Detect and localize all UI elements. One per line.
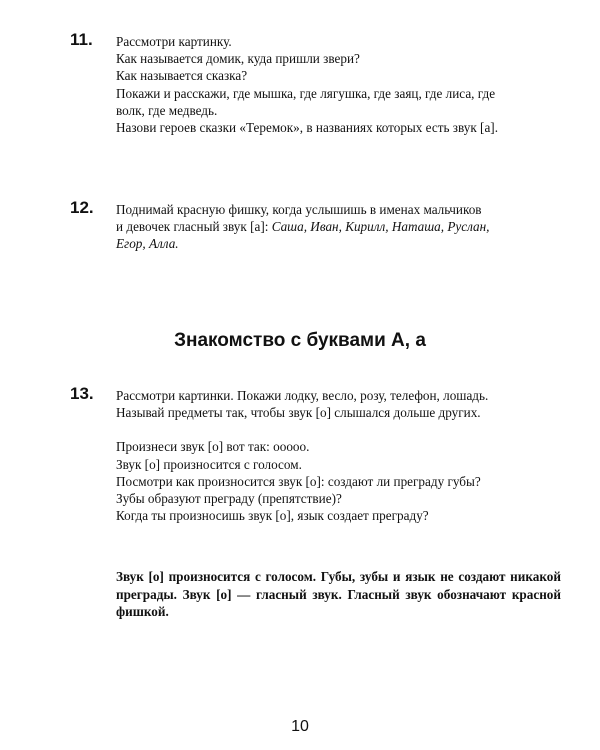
exercise-number: 12. [70, 198, 94, 217]
exercise-13 [70, 384, 572, 524]
exercise-12 [70, 198, 572, 253]
text-line: Как называется домик, куда пришли звери? [116, 51, 360, 67]
text-line: Покажи и расскажи, где мышка, где лягушка, где заяц, где лиса, где [116, 85, 496, 101]
text-intro: и девочек гласный звук [а]: [116, 219, 272, 235]
text-line: Рассмотри картинку. [116, 34, 232, 49]
exercise-text [116, 201, 572, 253]
names-italic: Саша, Иван, Кирилл, Наташа, Руслан, [271, 219, 490, 235]
names-italic: Егор, Алла. [116, 236, 179, 252]
text-line: Произнеси звук [о] вот так: ооооо. [116, 439, 310, 455]
exercise-text [116, 387, 572, 524]
exercise-text [116, 33, 572, 136]
rule-text: Звук [о] произносится с голосом. Губы, зубы и язык не создают никакой преграды. Звук [о] — гласный звук. Гласный звук обозначают красной фишкой. [116, 569, 561, 619]
text-line: Называй предметы так, чтобы звук [о] слышался дольше других. [116, 405, 481, 421]
section-heading: Знакомство с буквами А, а [174, 330, 426, 351]
text-line [116, 218, 572, 235]
text-line: Звук [о] произносится с голосом. [116, 456, 302, 472]
text-line: Посмотри как произносится звук [о]: создают ли преграду губы? [116, 473, 481, 489]
page-number: 10 [291, 718, 309, 735]
text-line: волк, где медведь. [116, 102, 218, 118]
text-line [116, 235, 572, 252]
exercise-number: 11. [70, 30, 93, 49]
text-line: Как называется сказка? [116, 68, 248, 84]
exercise-11 [70, 30, 572, 136]
exercise-number: 13. [70, 384, 94, 403]
text-line: Зубы образуют преграду (препятствие)? [116, 491, 342, 507]
text-line: Рассмотри картинки. Покажи лодку, весло, розу, телефон, лошадь. [116, 388, 489, 403]
text-line: Поднимай красную фишку, когда услышишь в именах мальчиков [116, 202, 482, 217]
text-line: Назови героев сказки «Теремок», в названиях которых есть звук [а]. [116, 120, 498, 136]
text-line: Когда ты произносишь звук [о], язык создает преграду? [116, 508, 429, 524]
